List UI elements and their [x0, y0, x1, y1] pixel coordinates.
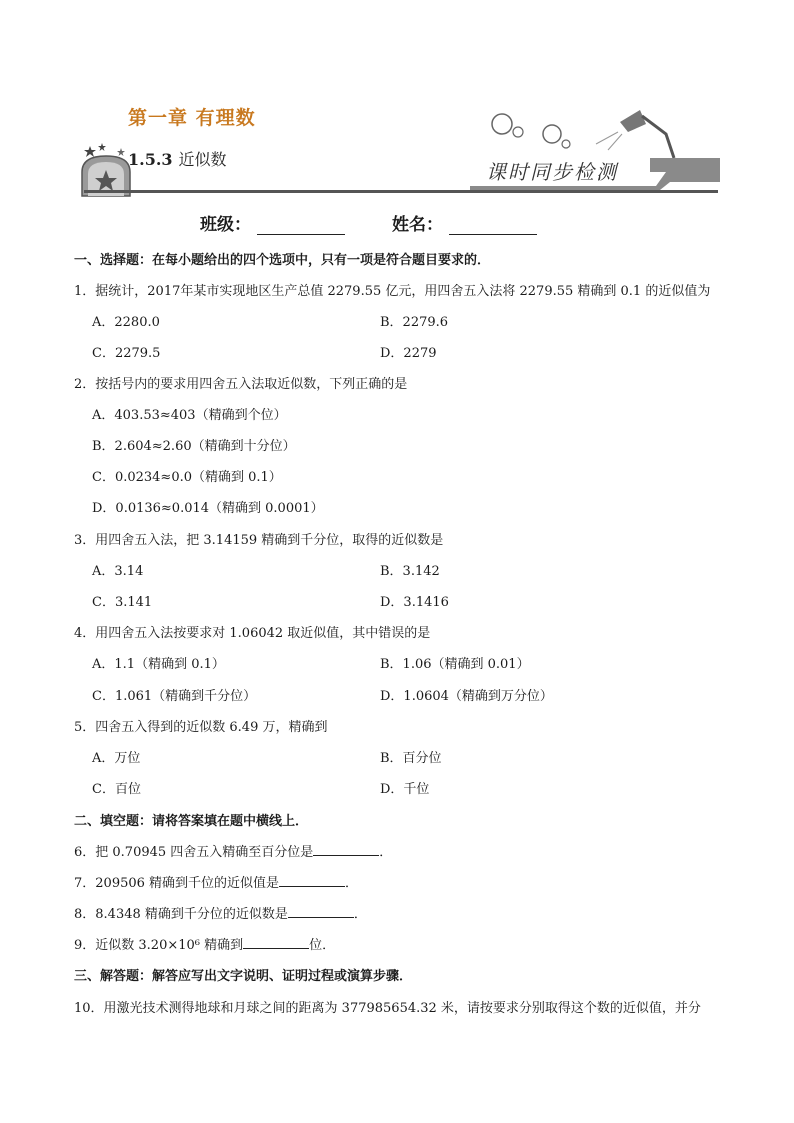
q6-text: 6．把 0.70945 四舍五入精确至百分位是	[74, 845, 314, 860]
question-7	[74, 872, 358, 891]
question-4: 4．用四舍五入法按要求对 1.06042 取近似值，其中错误的是	[74, 626, 431, 641]
header-divider	[84, 190, 718, 193]
banner-title: 课时同步检测	[486, 160, 618, 184]
q2-option-a: A．403.53≈403（精确到个位）	[92, 408, 287, 423]
question-6	[74, 841, 392, 860]
q3-option-b: B．3.142	[380, 564, 440, 579]
name-field[interactable]	[449, 218, 537, 235]
question-2: 2．按括号内的要求用四舍五入法取近似数，下列正确的是	[74, 377, 408, 392]
q8-text: 8．8.4348 精确到千分位的近似数是	[74, 907, 288, 922]
question-5: 5．四舍五入得到的近似数 6.49 万，精确到	[74, 720, 328, 735]
q3-option-c: C．3.141	[92, 595, 153, 610]
section-name: 近似数	[178, 150, 227, 169]
q4-option-b: B．1.06（精确到 0.01）	[380, 657, 530, 672]
q2-option-b: B．2.604≈2.60（精确到十分位）	[92, 439, 296, 454]
q1-option-c: C．2279.5	[92, 346, 161, 361]
q5-option-d: D．千位	[380, 782, 430, 797]
q6-answer-blank[interactable]	[313, 843, 379, 856]
q2-option-d: D．0.0136≈0.014（精确到 0.0001）	[92, 501, 324, 516]
q1-option-d: D．2279	[380, 346, 437, 361]
q3-option-d: D．3.1416	[380, 595, 449, 610]
q7-answer-blank[interactable]	[279, 874, 345, 887]
q7-text: 7．209506 精确到千位的近似值是	[74, 876, 280, 891]
question-8	[74, 903, 367, 922]
q5-option-a: A．万位	[92, 751, 141, 766]
q1-option-b: B．2279.6	[380, 315, 449, 330]
q7-end: ．	[345, 876, 359, 891]
question-9	[74, 934, 335, 953]
q3-option-a: A．3.14	[92, 564, 144, 579]
question-3: 3．用四舍五入法，把 3.14159 精确到千分位，取得的近似数是	[74, 533, 444, 548]
q1-option-a: A．2280.0	[92, 315, 160, 330]
class-label: 班级：	[200, 215, 251, 235]
q8-end: ．	[353, 907, 367, 922]
q5-option-c: C．百位	[92, 782, 141, 797]
question-10: 10．用激光技术测得地球和月球之间的距离为 377985654.32 米，请按要求分别取得这个数的近似值，并分	[74, 1001, 701, 1016]
q5-option-b: B．百分位	[380, 751, 442, 766]
class-field[interactable]	[257, 218, 345, 235]
q2-option-c: C．0.0234≈0.0（精确到 0.1）	[92, 470, 282, 485]
part2-heading: 二、填空题：请将答案填在题中横线上．	[74, 814, 309, 829]
q6-end: ．	[379, 845, 393, 860]
student-info-row	[200, 210, 443, 235]
chapter-title: 第一章 有理数	[128, 107, 256, 129]
q9-text: 9．近似数 3.20×10⁶ 精确到	[74, 938, 244, 953]
q8-answer-blank[interactable]	[288, 905, 354, 918]
section-title	[128, 147, 227, 170]
q4-option-d: D．1.0604（精确到万分位）	[380, 689, 553, 704]
q4-option-a: A．1.1（精确到 0.1）	[92, 657, 225, 672]
q9-end: 位．	[309, 938, 336, 953]
part3-heading: 三、解答题：解答应写出文字说明、证明过程或演算步骤．	[74, 969, 413, 984]
question-1: 1．据统计，2017年某市实现地区生产总值 2279.55 亿元，用四舍五入法将 2279.55 精确到 0.1 的近似值为	[74, 284, 711, 299]
section-number: 1.5.3	[128, 150, 173, 169]
q4-option-c: C．1.061（精确到千分位）	[92, 689, 257, 704]
part1-heading: 一、选择题：在每小题给出的四个选项中，只有一项是符合题目要求的．	[74, 253, 491, 268]
q9-answer-blank[interactable]	[243, 936, 309, 949]
name-label: 姓名：	[392, 215, 443, 235]
